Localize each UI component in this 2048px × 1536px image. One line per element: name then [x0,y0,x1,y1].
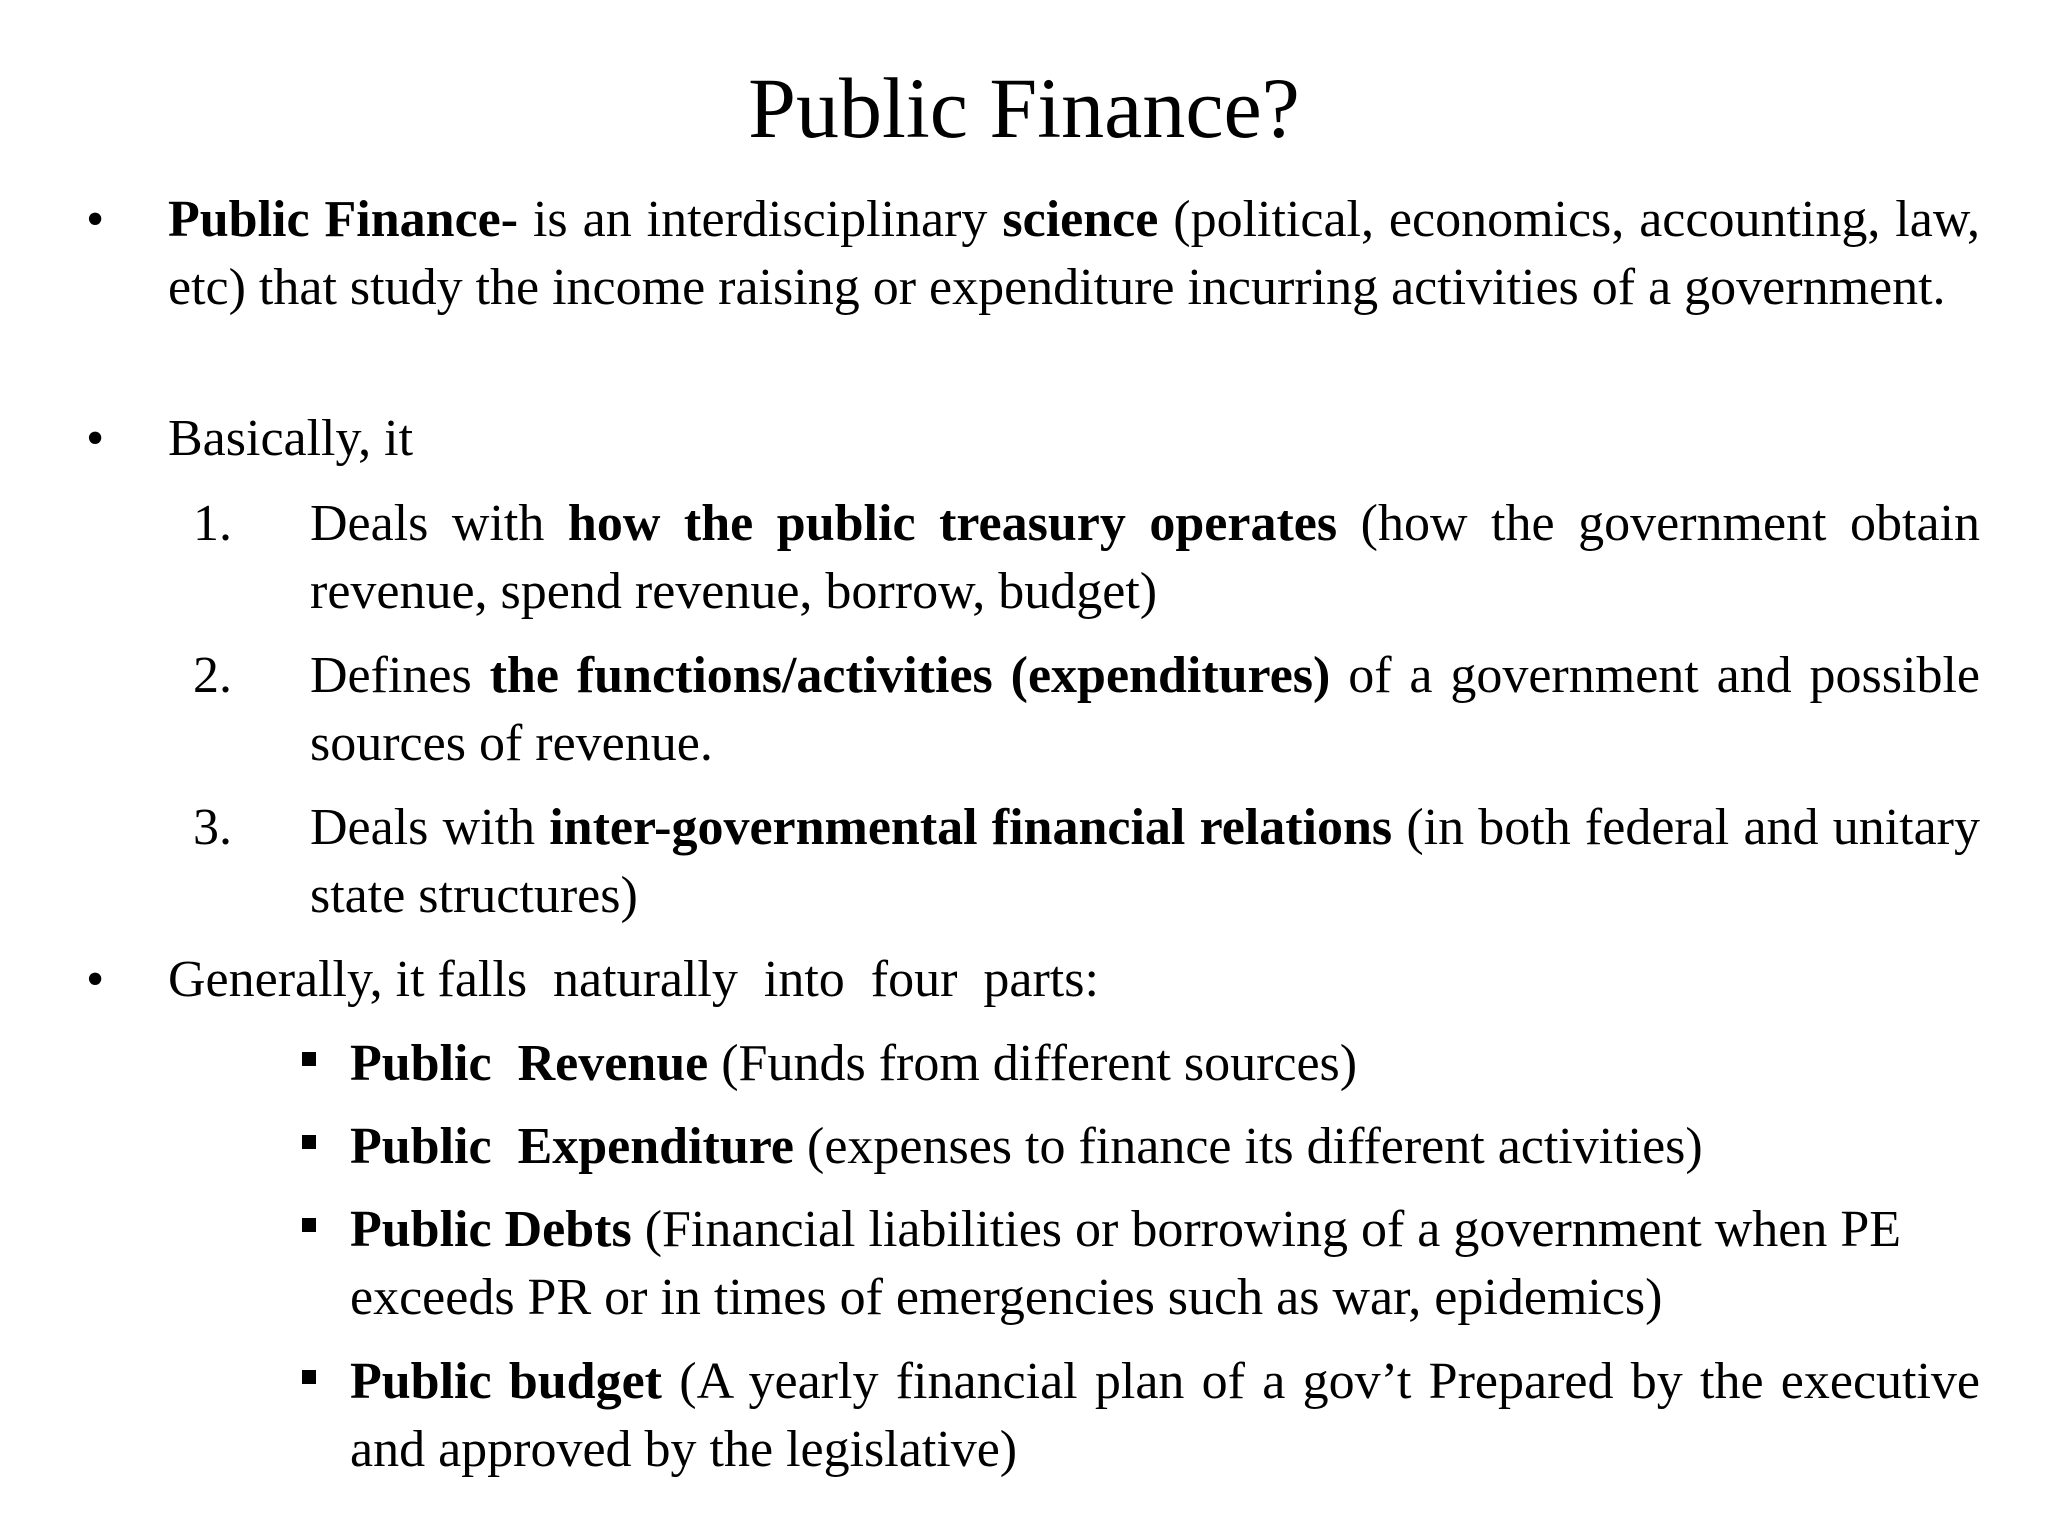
part-item [350,1196,1980,1332]
text-run: of a government and possible sources of revenue. [310,647,1980,772]
bold-term: the functions/activities (expenditures) [489,647,1331,704]
bullet-item-definition [168,186,1980,322]
bold-term: Public Revenue [350,1035,709,1092]
bold-term: Public Debts [350,1201,632,1258]
text-run: (political, economics, accounting, law, etc) that study the income raising or expenditure incurring activities of a government. [168,191,1980,316]
text-run: (Funds from different sources) [708,1035,1358,1092]
list-number: 2. [193,647,232,704]
text-run: (Financial liabilities or borrowing of a government when PE exceeds PR or in times of emergencies such as war, epidemics) [350,1201,1902,1326]
text-run: (expenses to finance its different activities) [794,1118,1703,1175]
text-run: (A yearly financial plan of a gov’t Prepared by the executive and approved by the legislative) [350,1353,1980,1478]
numbered-item [310,490,1980,626]
bullet-icon: • [86,191,105,248]
numbered-item [310,794,1980,930]
square-bullet-icon [302,1370,316,1384]
text-run: Deals with [310,495,568,552]
part-item [350,1030,1980,1098]
bold-term: Public Finance- [168,191,519,248]
square-bullet-icon [302,1052,316,1066]
square-bullet-icon [302,1218,316,1232]
list-number: 3. [193,799,232,856]
text-run: Defines [310,647,490,704]
part-item [350,1348,1980,1484]
text-run: Deals with [310,799,550,856]
text-run: (in both federal and unitary state structures) [310,799,1980,924]
text-run: is an interdisciplinary [518,191,1003,248]
bullet-icon: • [86,410,105,467]
numbered-item [310,642,1980,778]
bullet-item-generally: Generally, it falls naturally into four parts: [168,951,1099,1008]
bullet-icon: • [86,951,105,1008]
bold-term: inter-governmental financial relations [549,799,1393,856]
bold-term: science [1002,191,1159,248]
square-bullet-icon [302,1135,316,1149]
bold-term: how the public treasury operates [567,495,1338,552]
bold-term: Public budget [350,1353,662,1410]
part-item [350,1113,1980,1181]
bold-term: Public Expenditure [350,1118,795,1175]
slide-title: Public Finance? [748,60,1300,156]
bullet-item-basically: Basically, it [168,410,414,467]
list-number: 1. [193,495,232,552]
text-run: (how the government obtain revenue, spend revenue, borrow, budget) [310,495,1980,620]
